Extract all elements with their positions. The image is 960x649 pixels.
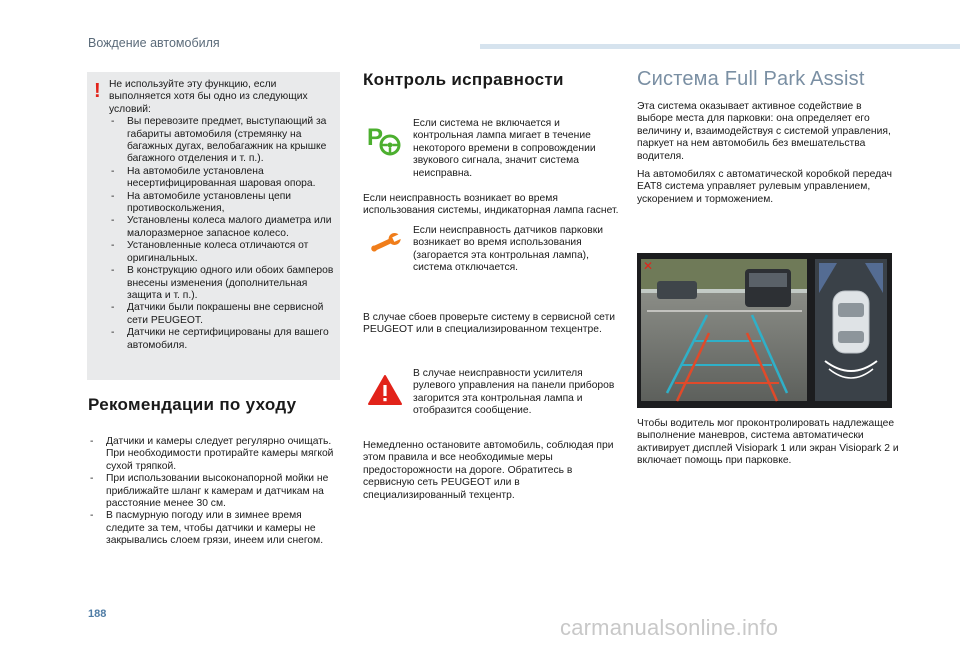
warning-list bbox=[109, 116, 335, 352]
header-title: Вождение автомобиля bbox=[88, 36, 220, 50]
warning-exclamation-icon: ! bbox=[94, 80, 101, 102]
warning-text bbox=[109, 79, 335, 352]
parking-camera-image bbox=[637, 253, 892, 408]
warning-item: - Вы перевозите предмет, выступающий за габариты автомобиля (стремянку на багажных дугах, велобагажник на крышке багажного отделения и т. п.). bbox=[109, 116, 335, 166]
full-park-para-3: Чтобы водитель мог проконтролировать надлежащее выполнение маневров, система автоматически активирует дисплей Visiopark 1 или экран Visiopark 2 и включает помощь при парковке. bbox=[637, 418, 899, 467]
care-item: - В пасмурную погоду или в зимнее время следите за тем, чтобы датчики и камеры не закрывались слоем грязи, инеем или снегом. bbox=[88, 510, 340, 547]
header-bar bbox=[480, 44, 960, 49]
check-para-4: В случае сбоев проверьте систему в сервисной сети PEUGEOT или в специализированном техцентре. bbox=[363, 312, 616, 336]
watermark: carmanualsonline.info bbox=[560, 615, 779, 640]
check-para-2: Если неисправность возникает во время использования системы, индикаторная лампа гаснет. bbox=[363, 193, 619, 217]
care-item: - При использовании высоконапорной мойки не приближайте шланг к камерам и датчикам на расстояние менее 30 см. bbox=[88, 473, 340, 510]
warning-item: - Установлены колеса малого диаметра или малоразмерное запасное колесо. bbox=[109, 215, 335, 240]
warning-item: - На автомобиле установлена несертифицированная шаровая опора. bbox=[109, 166, 335, 191]
full-park-heading: Система Full Park Assist bbox=[637, 68, 865, 90]
full-park-para-1: Эта система оказывает активное содействие в выборе места для парковки: она определяет его величину и, взаимодействуя с системой управления, паркует на нем автомобиль без вмешательства водителя. bbox=[637, 101, 891, 162]
full-park-para-2: На автомобилях с автоматической коробкой передач EAT8 система управляет рулевым управлением, ускорением и торможением. bbox=[637, 169, 892, 205]
parking-steering-lamp-icon bbox=[366, 121, 402, 157]
check-heading: Контроль исправности bbox=[363, 70, 564, 89]
check-para-5: В случае неисправности усилителя рулевого управления на панели приборов загорится эта контрольная лампа и отобразится сообщение. bbox=[413, 368, 615, 417]
care-heading: Рекомендации по уходу bbox=[88, 395, 297, 414]
care-item: - Датчики и камеры следует регулярно очищать. При необходимости протирайте камеры мягкой сухой тряпкой. bbox=[88, 436, 340, 473]
parking-letter: P bbox=[367, 124, 384, 151]
close-icon: ✕ bbox=[643, 259, 654, 273]
warning-item: - В конструкцию одного или обоих бамперов внесены изменения (дополнительная защита и т. п.). bbox=[109, 265, 335, 302]
check-para-3: Если неисправность датчиков парковки возникает во время использования (загорается эта контрольная лампа), система отключается. bbox=[413, 225, 603, 274]
warning-item: - Датчики не сертифицированы для вашего автомобиля. bbox=[109, 327, 335, 352]
wrench-icon bbox=[367, 230, 405, 256]
warning-item: - На автомобиле установлены цепи противоскольжения, bbox=[109, 191, 335, 216]
warning-item: - Установленные колеса отличаются от оригинальных. bbox=[109, 240, 335, 265]
page-number: 188 bbox=[88, 608, 107, 620]
warning-intro: Не используйте эту функцию, если выполняется хотя бы одно из следующих условий: bbox=[109, 79, 308, 115]
care-list bbox=[88, 436, 340, 548]
check-para-1: Если система не включается и контрольная лампа мигает в течение некоторого времени в сопровождении звукового сигнала, значит система неисправна. bbox=[413, 118, 596, 179]
warning-item: - Датчики были покрашены вне сервисной сети PEUGEOT. bbox=[109, 302, 335, 327]
warning-triangle-icon bbox=[367, 374, 403, 406]
check-para-6: Немедленно остановите автомобиль, соблюдая при этом правила и все необходимые меры предосторожности на дороге. Обратитесь в сервисную сеть PEUGEOT или в специализированный техцентр. bbox=[363, 440, 614, 501]
